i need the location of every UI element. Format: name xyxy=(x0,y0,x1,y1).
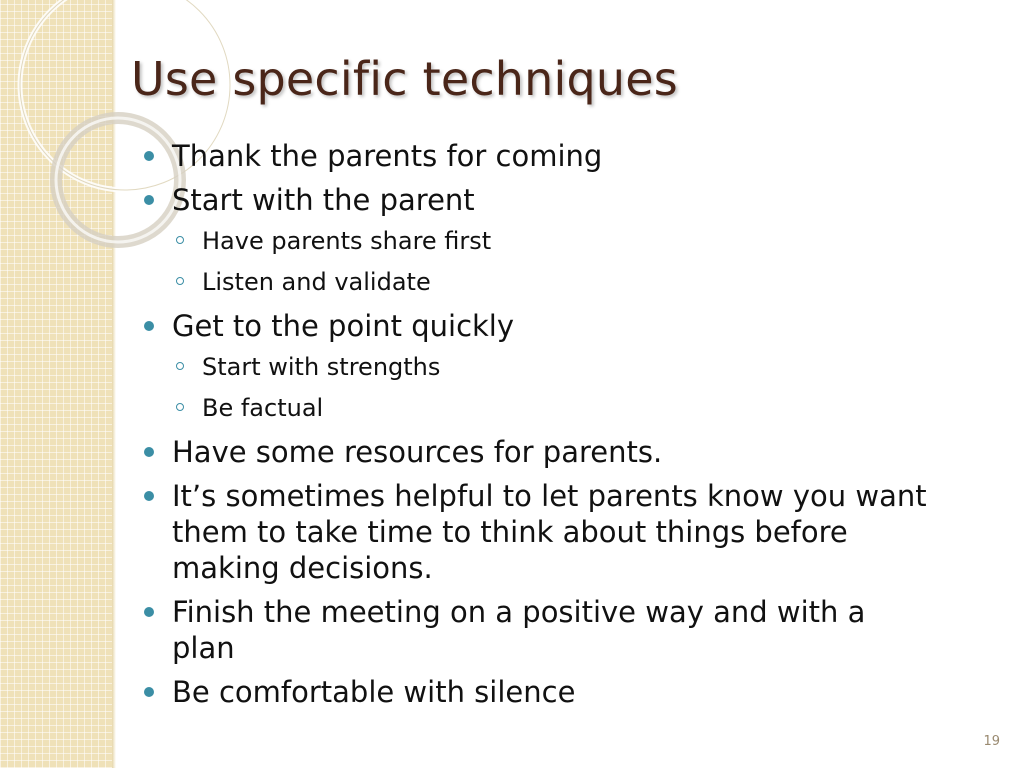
bullet-marker-icon xyxy=(144,687,154,697)
bullet-marker-icon xyxy=(144,321,154,331)
sub-bullet-item xyxy=(140,393,930,423)
bullet-text: It’s sometimes helpful to let parents know you want them to take time to think about things before making decisions. xyxy=(172,479,927,585)
sub-bullet-marker-icon xyxy=(176,403,184,411)
bullet-text: Start with the parent xyxy=(172,183,475,217)
bullet-text: Have some resources for parents. xyxy=(172,435,663,469)
bullet-text: Finish the meeting on a positive way and with a plan xyxy=(172,595,866,665)
bullet-list xyxy=(140,138,930,718)
bullet-marker-icon xyxy=(144,151,154,161)
bullet-item xyxy=(140,594,930,666)
sub-bullet-item xyxy=(140,226,930,256)
sub-bullet-item xyxy=(140,352,930,382)
bullet-text: Get to the point quickly xyxy=(172,309,515,343)
sub-bullet-marker-icon xyxy=(176,277,184,285)
bullet-item xyxy=(140,308,930,344)
page-number: 19 xyxy=(983,734,1000,749)
sub-bullet-text: Listen and validate xyxy=(202,268,431,296)
bullet-marker-icon xyxy=(144,195,154,205)
bullet-item xyxy=(140,674,930,710)
bullet-marker-icon xyxy=(144,491,154,501)
sub-bullet-marker-icon xyxy=(176,236,184,244)
sub-bullet-text: Be factual xyxy=(202,394,324,422)
bullet-text: Be comfortable with silence xyxy=(172,675,576,709)
slide-title: Use specific techniques xyxy=(131,52,678,106)
bullet-marker-icon xyxy=(144,447,154,457)
sub-bullet-marker-icon xyxy=(176,362,184,370)
bullet-marker-icon xyxy=(144,607,154,617)
sub-bullet-text: Start with strengths xyxy=(202,353,441,381)
bullet-item xyxy=(140,478,930,586)
sub-bullet-text: Have parents share first xyxy=(202,227,492,255)
bullet-item xyxy=(140,138,930,174)
bullet-item xyxy=(140,434,930,470)
bullet-text: Thank the parents for coming xyxy=(172,139,603,173)
sub-bullet-item xyxy=(140,267,930,297)
bullet-item xyxy=(140,182,930,218)
